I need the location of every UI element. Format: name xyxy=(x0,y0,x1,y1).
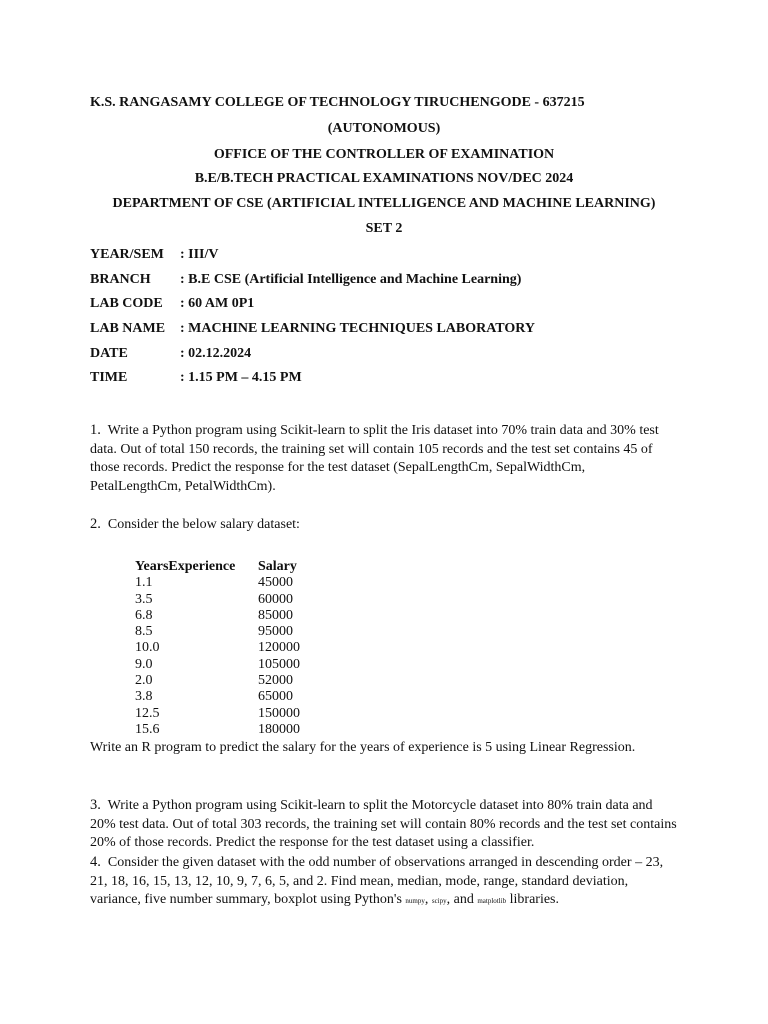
meta-label: LAB CODE xyxy=(90,296,163,311)
meta-row-branch xyxy=(90,271,521,289)
table-cell: 85000 xyxy=(258,607,293,623)
exam-title: B.E/B.TECH PRACTICAL EXAMINATIONS NOV/DEC 2024 xyxy=(194,171,574,186)
table-row xyxy=(135,592,300,608)
salary-table xyxy=(135,559,300,738)
table-row xyxy=(135,673,300,689)
table-cell: 45000 xyxy=(258,575,293,591)
question-4 xyxy=(90,853,670,911)
separator: , xyxy=(424,892,429,907)
question-text: Consider the below salary dataset: xyxy=(107,517,300,532)
question-3 xyxy=(90,796,680,853)
table-row xyxy=(135,624,300,640)
table-cell: 9.0 xyxy=(135,656,153,672)
table-row xyxy=(135,608,300,624)
meta-label: BRANCH xyxy=(90,272,151,287)
meta-value: : 60 AM 0P1 xyxy=(180,296,255,311)
library-name: numpy xyxy=(405,897,425,905)
meta-label: DATE xyxy=(90,346,128,361)
question-number: 4. xyxy=(90,854,101,870)
meta-value: : 1.15 PM – 4.15 PM xyxy=(180,370,302,385)
question-2-instruction: Write an R program to predict the salary for the years of experience is 5 using Linear Regression. xyxy=(90,740,636,755)
table-cell: 12.5 xyxy=(135,705,160,721)
table-cell: 3.8 xyxy=(135,689,153,705)
separator: , and xyxy=(446,892,474,907)
table-cell: 105000 xyxy=(258,656,300,672)
meta-label: LAB NAME xyxy=(90,321,166,336)
table-cell: 8.5 xyxy=(135,624,153,640)
table-row xyxy=(135,689,300,705)
meta-row-lab-code xyxy=(90,295,254,313)
question-number: 1. xyxy=(90,422,101,438)
meta-value: : MACHINE LEARNING TECHNIQUES LABORATORY xyxy=(180,321,536,336)
library-name: matplotlib xyxy=(477,897,507,905)
question-2 xyxy=(90,515,680,535)
question-text: Consider the given dataset with the odd number of observations arranged in descending order – 23, 21, 18, 16, 15, 13, 12, 10, 9, 7, 6, 5, and 2. Find mean, median, mode, range, standard deviation, variance, five number summary, boxplot using Python's xyxy=(90,855,664,907)
table-header-row xyxy=(135,559,300,575)
meta-row-year-sem xyxy=(90,246,219,264)
question-text: Write a Python program using Scikit-learn to split the Motorcycle dataset into 80% train data and 20% test data. Out of total 303 records, the training set will contain 80% records and the test set contains 20% of those records. Predict the response for the test dataset using a classifier. xyxy=(90,798,677,850)
column-header: Salary xyxy=(258,559,297,574)
table-cell: 65000 xyxy=(258,689,293,705)
table-cell: 150000 xyxy=(258,705,300,721)
table-cell: 120000 xyxy=(258,640,300,656)
question-text: Write a Python program using Scikit-learn to split the Iris dataset into 70% train data and 30% test data. Out of total 150 records, the training set will contain 105 records and the test set contains 45 of those records. Predict the response for the test dataset (SepalLengthCm, SepalWidthCm, PetalLengthCm, PetalWidthCm). xyxy=(90,423,659,494)
question-text-end: libraries. xyxy=(509,892,560,907)
table-cell: 2.0 xyxy=(135,673,153,689)
meta-row-date xyxy=(90,345,251,363)
meta-label: TIME xyxy=(90,370,128,385)
table-row xyxy=(135,575,300,591)
table-cell: 60000 xyxy=(258,591,293,607)
table-row xyxy=(135,640,300,656)
meta-value: : B.E CSE (Artificial Intelligence and Machine Learning) xyxy=(180,272,522,287)
table-cell: 52000 xyxy=(258,673,293,689)
table-cell: 1.1 xyxy=(135,575,153,591)
table-cell: 180000 xyxy=(258,721,300,737)
office-title: OFFICE OF THE CONTROLLER OF EXAMINATION xyxy=(213,147,555,162)
table-cell: 6.8 xyxy=(135,607,153,623)
question-number: 2. xyxy=(90,516,101,532)
table-row xyxy=(135,706,300,722)
table-cell: 95000 xyxy=(258,624,293,640)
table-cell: 15.6 xyxy=(135,721,160,737)
meta-row-time xyxy=(90,369,302,387)
autonomous-label: (AUTONOMOUS) xyxy=(327,121,441,136)
meta-value: : III/V xyxy=(180,247,219,262)
meta-value: : 02.12.2024 xyxy=(180,346,252,361)
table-row xyxy=(135,657,300,673)
meta-label: YEAR/SEM xyxy=(90,247,164,262)
table-cell: 3.5 xyxy=(135,591,153,607)
question-1 xyxy=(90,421,680,496)
table-row xyxy=(135,722,300,738)
table-cell: 10.0 xyxy=(135,640,160,656)
set-label: SET 2 xyxy=(365,221,403,236)
department-title: DEPARTMENT OF CSE (ARTIFICIAL INTELLIGENCE AND MACHINE LEARNING) xyxy=(112,196,656,211)
meta-row-lab-name xyxy=(90,320,535,338)
college-name: K.S. RANGASAMY COLLEGE OF TECHNOLOGY TIRUCHENGODE - 637215 xyxy=(90,95,585,110)
library-name: scipy xyxy=(431,897,447,905)
question-number: 3. xyxy=(90,797,101,813)
column-header: YearsExperience xyxy=(135,559,236,574)
